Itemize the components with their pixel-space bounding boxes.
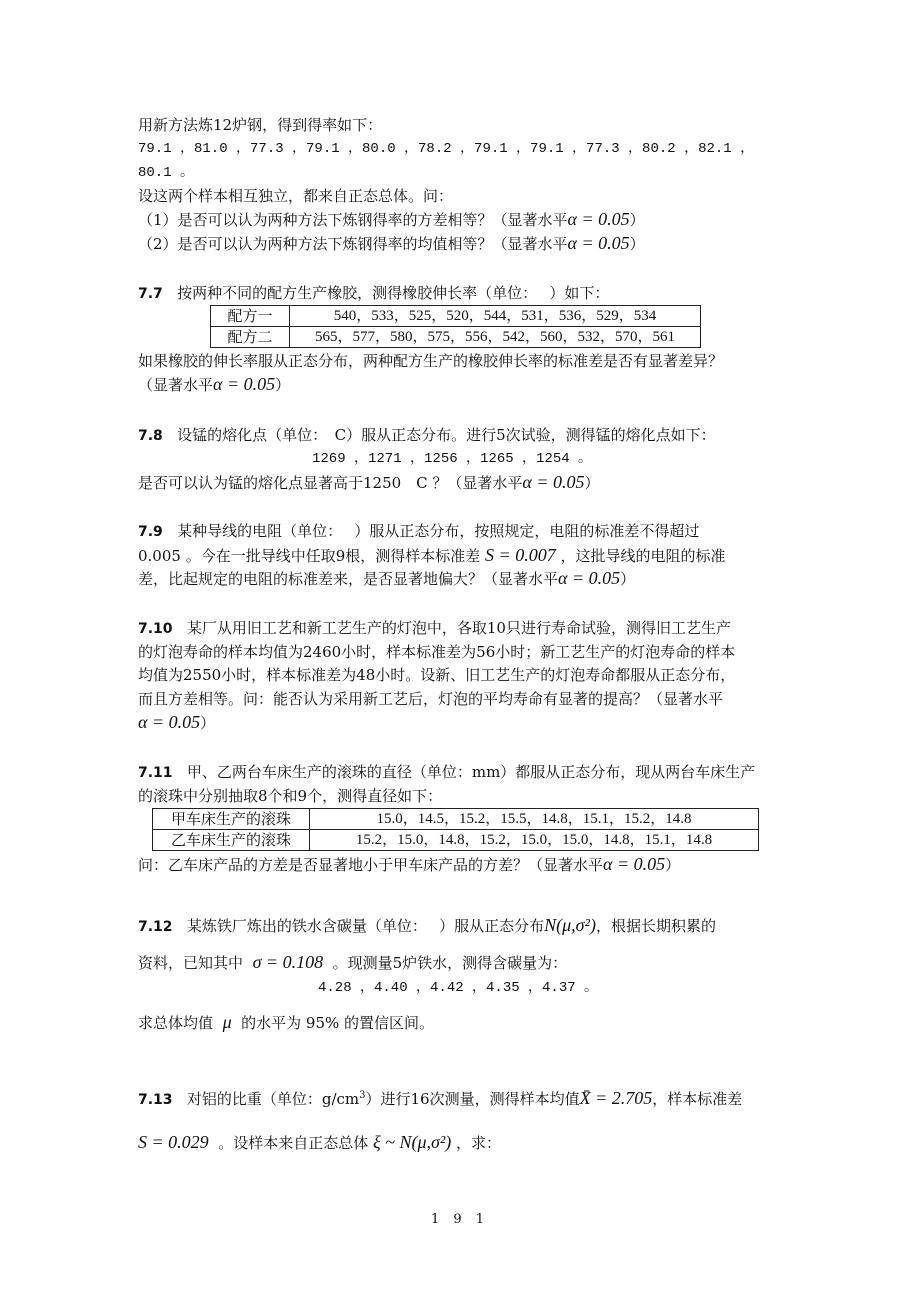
problem-7-7-question: 如果橡胶的伸长率服从正态分布，两种配方生产的橡胶伸长率的标准差是否有显著差异？ [138,352,724,370]
rubber-elongation-table [210,305,701,348]
mu-symbol: μ [222,1012,232,1032]
problem-number: 7.8 [138,428,163,444]
row-label: 乙车床生产的滚珠 [153,830,310,851]
problem-7-10-header: 7.10 某厂从用旧工艺和新工艺生产的灯泡中，各取10只进行寿命试验，测得旧工艺生产 [138,619,731,637]
problem-7-11-header: 7.11 甲、乙两台车床生产的滚珠的直径（单位：mm）都服从正态分布，现从两台车床生产 [138,763,756,781]
page-number: 1 9 1 [430,1212,490,1227]
problem-7-10-line4: 而且方差相等。问：能否认为采用新工艺后，灯泡的平均寿命有显著的提高？（显著水平 [138,690,724,708]
problem-number: 7.10 [138,621,173,637]
problem-7-10-line2: 的灯泡寿命的样本均值为2460小时，样本标准差为56小时；新工艺生产的灯泡寿命的样本 [138,643,736,661]
row-values: 15.0，14.5，15.2，15.5，14.8，15.1，15.2，14.8 [310,809,759,830]
problem-7-8-header: 7.8 设锰的熔化点（单位： C）服从正态分布。进行5次试验，测得锰的熔化点如下： [138,426,716,444]
alpha-symbol: α = 0.05 [558,568,621,588]
alpha-symbol: α = 0.05 [567,233,630,253]
sigma-symbol: σ = 0.108 [252,952,324,972]
problem-7-9-header: 7.9 某种导线的电阻（单位： ）服从正态分布，按照规定，电阻的标准差不得超过 [138,522,700,540]
problem-7-7-header: 7.7 按两种不同的配方生产橡胶，测得橡胶伸长率（单位： ）如下： [138,284,610,302]
problem-7-10-significance: α = 0.05） [138,712,216,732]
table-row [211,306,701,327]
problem-7-10-line3: 均值为2550小时，样本标准差为48小时。设新、旧工艺生产的灯泡寿命都服从正态分布， [138,666,736,684]
problem-7-8-values: 1269 ，1271 ，1256 ，1265 ，1254 。 [312,451,593,467]
intro-values-cont: 80.1 。 [138,165,195,181]
problem-7-8-question: 是否可以认为锰的熔化点显著高于1250 C ？（显著水平α = 0.05） [138,472,600,492]
problem-7-12-values: 4.28 ，4.40 ，4.42 ，4.35 ，4.37 。 [318,980,599,996]
problem-7-13-header: 7.13 对铝的比重（单位：$g/cm^3$）进行16次测量，测得样本均值X̄ = 2.705，样本标准差 [138,1088,743,1108]
intro-values: 79.1 ，81.0 ，77.3 ，79.1 ，80.0 ，78.2 ，79.1 ，79.1 ，77.3 ，80.2 ，82.1 ， [138,141,755,157]
problem-7-11-line2: 的滚珠中分别抽取8个和9个，测得直径如下： [138,787,443,805]
problem-7-12-header: 7.12 某炼铁厂炼出的铁水含碳量（单位： ）服从正态分布N(μ,σ²)，根据长期积累的 [138,915,716,935]
problem-number: 7.11 [138,765,173,781]
sample-mean-symbol: X̄ = 2.705 [579,1088,653,1108]
intro-assumption: 设这两个样本相互独立，都来自正态总体。问： [138,187,454,205]
problem-7-9-line2: 0.005 。今在一批导线中任取9根，测得样本标准差 S = 0.007 ，这批导线的电阻的标准 [138,545,726,565]
table-row [153,830,759,851]
problem-7-12-question: 求总体均值 μ 的水平为 95% 的置信区间。 [138,1012,435,1032]
sample-std-symbol: S = 0.029 [138,1132,209,1152]
row-values: 15.2，15.0，14.8，15.2，15.0，15.0，14.8，15.1，14.8 [310,830,759,851]
alpha-symbol: α = 0.05 [138,712,201,732]
superscript: 3 [359,1090,366,1101]
problem-7-7-significance: （显著水平α = 0.05） [138,374,291,394]
problem-7-13-line2: S = 0.029 。设样本来自正态总体 ξ ~ N(μ,σ²) ，求： [138,1132,502,1152]
table-row [153,809,759,830]
problem-7-11-question: 问：乙车床产品的方差是否显著地小于甲车床产品的方差？（显著水平α = 0.05） [138,854,681,874]
problem-7-9-line3: 差，比起规定的电阻的标准差来，是否显著地偏大？（显著水平α = 0.05） [138,568,636,588]
alpha-symbol: α = 0.05 [522,472,585,492]
ball-diameter-table [152,808,759,851]
alpha-symbol: α = 0.05 [603,854,666,874]
problem-7-12-line2: 资料，已知其中 σ = 0.108 。现测量5炉铁水，测得含碳量为： [138,952,568,972]
population-distribution-symbol: ξ ~ N(μ,σ²) [373,1132,452,1152]
problem-number: 7.12 [138,919,173,935]
intro-question-2: （2）是否可以认为两种方法下炼钢得率的均值相等？（显著水平α = 0.05） [138,233,645,253]
problem-number: 7.9 [138,524,163,540]
table-row [211,327,701,348]
row-label: 甲车床生产的滚珠 [153,809,310,830]
sample-std-symbol: S = 0.007 [485,545,556,565]
alpha-symbol: α = 0.05 [567,209,630,229]
normal-distribution-symbol: N(μ,σ²) [544,915,596,935]
row-label: 配方二 [211,327,290,348]
alpha-symbol: α = 0.05 [213,374,276,394]
row-values: 540，533，525，520，544，531，536，529，534 [290,306,701,327]
problem-number: 7.7 [138,286,163,302]
intro-line: 用新方法炼12炉钢，得到得率如下： [138,116,383,134]
row-label: 配方一 [211,306,290,327]
problem-number: 7.13 [138,1092,173,1108]
intro-question-1: （1）是否可以认为两种方法下炼钢得率的方差相等？（显著水平α = 0.05） [138,209,645,229]
row-values: 565，577，580，575，556，542，560，532，570，561 [290,327,701,348]
